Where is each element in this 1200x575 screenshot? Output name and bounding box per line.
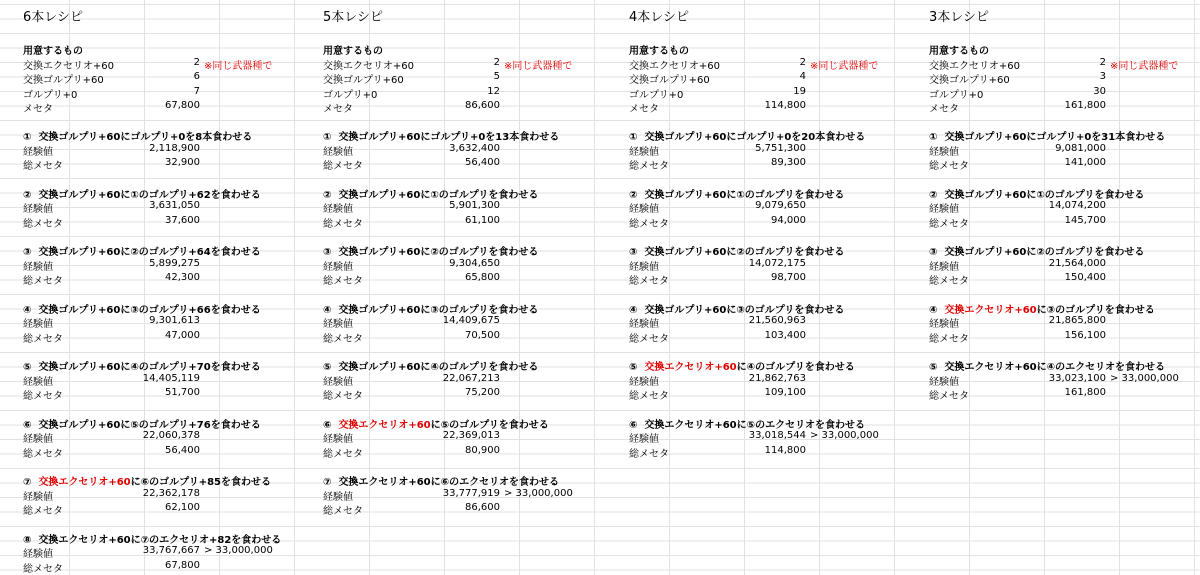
total-meseta-value[interactable]: 42,300	[165, 272, 200, 283]
exp-value[interactable]: 22,362,178	[142, 487, 200, 499]
material-label[interactable]: ゴルプリ+0	[929, 89, 984, 101]
step-number: ⑥	[323, 419, 332, 431]
step-number: ①	[929, 132, 938, 143]
material-label[interactable]: 交換エクセリオ+60	[929, 60, 1021, 72]
exp-value[interactable]: 9,301,613	[149, 315, 200, 326]
material-label[interactable]: ゴルプリ+0	[323, 89, 378, 101]
exp-value[interactable]: 21,865,800	[1048, 315, 1106, 326]
step-number: ②	[323, 189, 332, 201]
step-base-weapon: 交換エクセリオ+60	[644, 419, 737, 431]
step-base-weapon: 交換ゴルプリ+60	[38, 189, 121, 201]
total-meseta-label[interactable]: 総メセタ	[929, 218, 969, 230]
step-number: ①	[629, 132, 638, 143]
total-meseta-value[interactable]: 62,100	[165, 502, 200, 513]
step-action: に⑤のゴルプリ+76を食わせる	[120, 419, 261, 431]
step-number: ⑤	[929, 362, 938, 373]
step-number: ⑦	[323, 477, 332, 488]
exp-value[interactable]: 9,304,650	[449, 257, 500, 269]
exp-label[interactable]: 経験値	[23, 146, 53, 158]
step-header[interactable]	[23, 128, 252, 143]
exp-label[interactable]: 経験値	[629, 204, 659, 215]
material-label[interactable]: 交換エクセリオ+60	[629, 60, 721, 72]
step-header[interactable]	[929, 301, 1155, 316]
total-meseta-value[interactable]: 61,100	[465, 214, 500, 226]
material-label[interactable]: ゴルプリ+0	[629, 89, 684, 101]
step-base-weapon: 交換ゴルプリ+60	[338, 189, 421, 201]
exp-label[interactable]: 経験値	[323, 491, 353, 503]
total-meseta-label[interactable]: 総メセタ	[323, 506, 363, 517]
exp-value[interactable]: 5,899,275	[149, 257, 200, 269]
total-meseta-value[interactable]: 51,700	[165, 387, 200, 398]
step-action: に①のゴルプリを食わせる	[726, 189, 845, 201]
step-number: ⑤	[323, 362, 332, 373]
total-meseta-value[interactable]: 141,000	[1064, 157, 1106, 168]
total-meseta-label[interactable]: 総メセタ	[629, 333, 669, 345]
material-value[interactable]: 6	[193, 71, 200, 82]
material-label[interactable]: 交換ゴルプリ+60	[23, 75, 104, 86]
step-number: ④	[23, 304, 32, 316]
total-meseta-value[interactable]: 32,900	[165, 157, 200, 168]
step-number: ①	[23, 132, 32, 143]
material-value[interactable]: 7	[193, 85, 200, 97]
step-action: に③のゴルプリを食わせる	[1036, 304, 1155, 316]
total-meseta-value[interactable]: 150,400	[1064, 272, 1106, 283]
step-header[interactable]	[23, 473, 271, 488]
exp-label[interactable]: 経験値	[929, 376, 959, 388]
step-header[interactable]	[23, 301, 261, 316]
step-header[interactable]	[323, 128, 559, 143]
exp-value[interactable]: 3,631,050	[149, 200, 200, 211]
total-meseta-value[interactable]: 114,800	[764, 444, 806, 456]
material-value[interactable]: 2	[193, 56, 200, 68]
step-number: ④	[629, 304, 638, 316]
step-header[interactable]	[629, 243, 844, 258]
total-meseta-label[interactable]: 総メセタ	[629, 391, 669, 402]
step-header[interactable]	[323, 473, 559, 488]
exp-label[interactable]: 経験値	[929, 146, 959, 158]
step-number: ⑥	[23, 419, 32, 431]
step-header[interactable]	[629, 416, 865, 431]
step-action: に⑦のエクセリオ+82を食わせる	[130, 534, 282, 546]
step-header[interactable]	[629, 358, 855, 373]
step-header[interactable]	[929, 186, 1144, 201]
exp-label[interactable]: 経験値	[323, 376, 353, 388]
step-action: に①のゴルプリ+62を食わせる	[120, 189, 261, 201]
step-action: にゴルプリ+0を8本食わせる	[120, 132, 253, 143]
step-action: に③のゴルプリ+66を食わせる	[120, 304, 261, 316]
exp-value[interactable]: 22,369,013	[442, 430, 500, 441]
step-header[interactable]	[629, 186, 844, 201]
material-note[interactable]: ※同じ武器種で	[1110, 60, 1179, 72]
step-base-weapon: 交換ゴルプリ+60	[38, 419, 121, 431]
step-base-weapon: 交換ゴルプリ+60	[644, 304, 727, 316]
step-action: に①のゴルプリを食わせる	[1026, 189, 1145, 201]
total-meseta-value[interactable]: 156,100	[1064, 329, 1106, 341]
exp-value[interactable]: 33,018,544	[748, 430, 806, 441]
step-base-weapon: 交換ゴルプリ+60	[38, 362, 121, 373]
total-meseta-value[interactable]: 56,400	[165, 444, 200, 456]
step-header[interactable]	[23, 186, 261, 201]
step-base-weapon: 交換ゴルプリ+60	[944, 132, 1027, 143]
total-meseta-value[interactable]: 98,700	[771, 272, 806, 283]
exp-label[interactable]: 経験値	[323, 319, 353, 330]
material-value[interactable]: 19	[793, 85, 806, 97]
step-base-weapon: 交換ゴルプリ+60	[644, 132, 727, 143]
exp-value[interactable]: 22,060,378	[142, 430, 200, 441]
exp-value[interactable]: 2,118,900	[149, 142, 200, 154]
exp-target-note[interactable]: > 33,000,000	[1110, 372, 1179, 384]
step-header[interactable]	[23, 531, 281, 546]
material-value[interactable]: 2	[493, 56, 500, 68]
total-meseta-value[interactable]: 67,800	[165, 559, 200, 571]
total-meseta-label[interactable]: 総メセタ	[23, 276, 63, 287]
step-base-weapon: 交換ゴルプリ+60	[38, 132, 121, 143]
exp-label[interactable]: 経験値	[629, 376, 659, 388]
material-value[interactable]: 2	[799, 56, 806, 68]
step-number: ⑦	[23, 477, 32, 488]
step-header[interactable]	[929, 358, 1165, 373]
step-header[interactable]	[23, 243, 261, 258]
total-meseta-value[interactable]: 161,800	[1064, 387, 1106, 398]
total-meseta-label[interactable]: 総メセタ	[23, 563, 63, 575]
step-number: ③	[23, 247, 32, 258]
step-base-weapon: 交換ゴルプリ+60	[338, 132, 421, 143]
total-meseta-label[interactable]: 総メセタ	[929, 391, 969, 402]
materials-header[interactable]: 用意するもの	[629, 46, 689, 57]
total-meseta-label[interactable]: 総メセタ	[23, 506, 63, 517]
step-base-weapon: 交換ゴルプリ+60	[38, 304, 121, 316]
total-meseta-label[interactable]: 総メセタ	[929, 276, 969, 287]
recipe-block	[320, 0, 620, 575]
step-action: に②のゴルプリを食わせる	[1026, 247, 1145, 258]
step-header[interactable]	[629, 128, 865, 143]
total-meseta-value[interactable]: 37,600	[165, 214, 200, 226]
step-number: ②	[929, 189, 938, 201]
step-header[interactable]	[929, 128, 1165, 143]
material-value[interactable]: 30	[1093, 85, 1106, 97]
total-meseta-label[interactable]: 総メセタ	[23, 448, 63, 460]
total-meseta-value[interactable]: 109,100	[764, 387, 806, 398]
total-meseta-label[interactable]: 総メセタ	[23, 391, 63, 402]
exp-label[interactable]: 経験値	[323, 434, 353, 445]
step-number: ③	[323, 247, 332, 258]
step-header[interactable]	[323, 416, 549, 431]
material-label[interactable]: 交換エクセリオ+60	[323, 60, 415, 72]
total-meseta-label[interactable]: 総メセタ	[323, 218, 363, 230]
material-value[interactable]: 161,800	[1064, 100, 1106, 111]
total-meseta-label[interactable]: 総メセタ	[23, 333, 63, 345]
step-action: に⑤のゴルプリを食わせる	[430, 419, 549, 431]
total-meseta-value[interactable]: 75,200	[465, 387, 500, 398]
step-base-weapon: 交換エクセリオ+60	[338, 419, 431, 431]
exp-label[interactable]: 経験値	[629, 319, 659, 330]
total-meseta-label[interactable]: 総メセタ	[323, 161, 363, 172]
exp-value[interactable]: 14,072,175	[748, 257, 806, 269]
step-action: にゴルプリ+0を31本食わせる	[1026, 132, 1166, 143]
total-meseta-value[interactable]: 86,600	[465, 502, 500, 513]
exp-value[interactable]: 21,564,000	[1048, 257, 1106, 269]
exp-label[interactable]: 経験値	[629, 146, 659, 158]
step-base-weapon: 交換エクセリオ+60	[338, 477, 431, 488]
material-note[interactable]: ※同じ武器種で	[504, 60, 573, 72]
material-note[interactable]: ※同じ武器種で	[810, 60, 879, 72]
exp-value[interactable]: 21,862,763	[748, 372, 806, 384]
total-meseta-label[interactable]: 総メセタ	[23, 218, 63, 230]
material-label[interactable]: ゴルプリ+0	[23, 89, 78, 101]
exp-label[interactable]: 経験値	[23, 261, 53, 273]
exp-value[interactable]: 14,074,200	[1048, 200, 1106, 211]
material-label[interactable]: メセタ	[929, 104, 959, 115]
step-action: に③のゴルプリを食わせる	[726, 304, 845, 316]
step-base-weapon: 交換エクセリオ+60	[38, 534, 131, 546]
step-action: に⑤のエクセリオを食わせる	[736, 419, 866, 431]
step-header[interactable]	[23, 416, 261, 431]
exp-label[interactable]: 経験値	[629, 434, 659, 445]
total-meseta-value[interactable]: 70,500	[465, 329, 500, 341]
step-action: に①のゴルプリを食わせる	[420, 189, 539, 201]
total-meseta-label[interactable]: 総メセタ	[629, 161, 669, 172]
exp-target-note[interactable]: > 33,000,000	[504, 487, 573, 499]
step-header[interactable]	[323, 186, 538, 201]
step-header[interactable]	[323, 358, 538, 373]
step-action: に④のエクセリオを食わせる	[1036, 362, 1166, 373]
total-meseta-label[interactable]: 総メセタ	[323, 276, 363, 287]
material-value[interactable]: 3	[1099, 71, 1106, 82]
material-label[interactable]: メセタ	[629, 104, 659, 115]
exp-value[interactable]: 14,409,675	[442, 315, 500, 326]
step-action: に②のゴルプリ+64を食わせる	[120, 247, 261, 258]
material-label[interactable]: メセタ	[323, 104, 353, 115]
exp-label[interactable]: 経験値	[23, 204, 53, 215]
step-base-weapon: 交換ゴルプリ+60	[644, 189, 727, 201]
total-meseta-value[interactable]: 56,400	[465, 157, 500, 168]
exp-label[interactable]: 経験値	[929, 261, 959, 273]
step-header[interactable]	[629, 301, 844, 316]
total-meseta-value[interactable]: 89,300	[771, 157, 806, 168]
exp-value[interactable]: 21,560,963	[748, 315, 806, 326]
step-action: にゴルプリ+0を20本食わせる	[726, 132, 866, 143]
step-number: ①	[323, 132, 332, 143]
exp-target-note[interactable]: > 33,000,000	[810, 430, 879, 441]
step-number: ③	[629, 247, 638, 258]
material-label[interactable]: 交換ゴルプリ+60	[323, 75, 404, 86]
total-meseta-label[interactable]: 総メセタ	[629, 276, 669, 287]
total-meseta-label[interactable]: 総メセタ	[629, 218, 669, 230]
step-base-weapon: 交換エクセリオ+60	[944, 362, 1037, 373]
step-action: に④のゴルプリを食わせる	[736, 362, 855, 373]
material-value[interactable]: 12	[487, 85, 500, 97]
total-meseta-value[interactable]: 94,000	[771, 214, 806, 226]
total-meseta-value[interactable]: 103,400	[764, 329, 806, 341]
step-base-weapon: 交換エクセリオ+60	[644, 362, 737, 373]
material-value[interactable]: 67,800	[165, 100, 200, 111]
exp-label[interactable]: 経験値	[23, 491, 53, 503]
step-action: に④のゴルプリ+70を食わせる	[120, 362, 261, 373]
material-label[interactable]: 交換ゴルプリ+60	[929, 75, 1010, 86]
exp-label[interactable]: 経験値	[929, 319, 959, 330]
step-number: ⑥	[629, 419, 638, 431]
exp-value[interactable]: 5,751,300	[755, 142, 806, 154]
total-meseta-label[interactable]: 総メセタ	[629, 448, 669, 460]
step-base-weapon: 交換ゴルプリ+60	[944, 189, 1027, 201]
exp-value[interactable]: 33,777,919	[442, 487, 500, 499]
exp-label[interactable]: 経験値	[23, 434, 53, 445]
exp-label[interactable]: 経験値	[929, 204, 959, 215]
total-meseta-value[interactable]: 80,900	[465, 444, 500, 456]
exp-label[interactable]: 経験値	[323, 261, 353, 273]
step-header[interactable]	[23, 358, 261, 373]
exp-target-note[interactable]: > 33,000,000	[204, 545, 273, 556]
step-header[interactable]	[323, 301, 538, 316]
recipe-title[interactable]: 6本レシピ	[23, 10, 83, 25]
exp-value[interactable]: 3,632,400	[449, 142, 500, 154]
exp-value[interactable]: 14,405,119	[142, 372, 200, 384]
total-meseta-value[interactable]: 65,800	[465, 272, 500, 283]
step-number: ③	[929, 247, 938, 258]
recipe-block	[926, 0, 1200, 575]
recipe-title[interactable]: 5本レシピ	[323, 10, 383, 25]
exp-label[interactable]: 経験値	[629, 261, 659, 273]
exp-label[interactable]: 経験値	[23, 319, 53, 330]
step-number: ④	[929, 304, 938, 316]
exp-value[interactable]: 5,901,300	[449, 200, 500, 211]
step-action: に⑥のゴルプリ+85を食わせる	[130, 477, 272, 488]
exp-value[interactable]: 22,067,213	[442, 372, 500, 384]
total-meseta-label[interactable]: 総メセタ	[323, 333, 363, 345]
step-base-weapon: 交換エクセリオ+60	[38, 477, 131, 488]
step-base-weapon: 交換エクセリオ+60	[944, 304, 1037, 316]
step-header[interactable]	[929, 243, 1144, 258]
step-number: ⑤	[23, 362, 32, 373]
exp-label[interactable]: 経験値	[23, 376, 53, 388]
exp-label[interactable]: 経験値	[323, 146, 353, 158]
exp-value[interactable]: 9,079,650	[755, 200, 806, 211]
total-meseta-label[interactable]: 総メセタ	[23, 161, 63, 172]
step-action: に②のゴルプリを食わせる	[420, 247, 539, 258]
step-number: ④	[323, 304, 332, 316]
step-number: ②	[629, 189, 638, 201]
step-action: に②のゴルプリを食わせる	[726, 247, 845, 258]
step-base-weapon: 交換ゴルプリ+60	[338, 304, 421, 316]
recipe-title[interactable]: 3本レシピ	[929, 10, 989, 25]
step-base-weapon: 交換ゴルプリ+60	[644, 247, 727, 258]
total-meseta-label[interactable]: 総メセタ	[929, 161, 969, 172]
exp-label[interactable]: 経験値	[323, 204, 353, 215]
exp-value[interactable]: 9,081,000	[1055, 142, 1106, 154]
recipe-block	[626, 0, 926, 575]
step-action: にゴルプリ+0を13本食わせる	[420, 132, 560, 143]
exp-value[interactable]: 33,023,100	[1048, 372, 1106, 384]
materials-header[interactable]: 用意するもの	[323, 46, 383, 57]
step-base-weapon: 交換ゴルプリ+60	[38, 247, 121, 258]
step-number: ②	[23, 189, 32, 201]
step-number: ⑧	[23, 534, 32, 546]
material-value[interactable]: 4	[799, 71, 806, 82]
material-label[interactable]: メセタ	[23, 104, 53, 115]
recipe-title[interactable]: 4本レシピ	[629, 10, 689, 25]
step-action: に④のゴルプリを食わせる	[420, 362, 539, 373]
step-base-weapon: 交換ゴルプリ+60	[338, 362, 421, 373]
step-action: に⑥のエクセリオを食わせる	[430, 477, 560, 488]
total-meseta-label[interactable]: 総メセタ	[929, 333, 969, 345]
material-label[interactable]: 交換ゴルプリ+60	[629, 75, 710, 86]
recipe-block	[20, 0, 320, 575]
total-meseta-label[interactable]: 総メセタ	[323, 448, 363, 460]
material-value[interactable]: 114,800	[764, 100, 806, 111]
step-base-weapon: 交換ゴルプリ+60	[944, 247, 1027, 258]
material-label[interactable]: 交換エクセリオ+60	[23, 60, 115, 72]
materials-header[interactable]: 用意するもの	[23, 46, 83, 57]
materials-header[interactable]: 用意するもの	[929, 46, 989, 57]
material-note[interactable]: ※同じ武器種で	[204, 60, 273, 72]
total-meseta-value[interactable]: 47,000	[165, 329, 200, 341]
total-meseta-value[interactable]: 145,700	[1064, 214, 1106, 226]
exp-label[interactable]: 経験値	[23, 549, 53, 560]
step-header[interactable]	[323, 243, 538, 258]
material-value[interactable]: 5	[493, 71, 500, 82]
step-base-weapon: 交換ゴルプリ+60	[338, 247, 421, 258]
material-value[interactable]: 86,600	[465, 100, 500, 111]
step-action: に③のゴルプリを食わせる	[420, 304, 539, 316]
total-meseta-label[interactable]: 総メセタ	[323, 391, 363, 402]
step-number: ⑤	[629, 362, 638, 373]
exp-value[interactable]: 33,767,667	[142, 545, 200, 556]
material-value[interactable]: 2	[1099, 56, 1106, 68]
